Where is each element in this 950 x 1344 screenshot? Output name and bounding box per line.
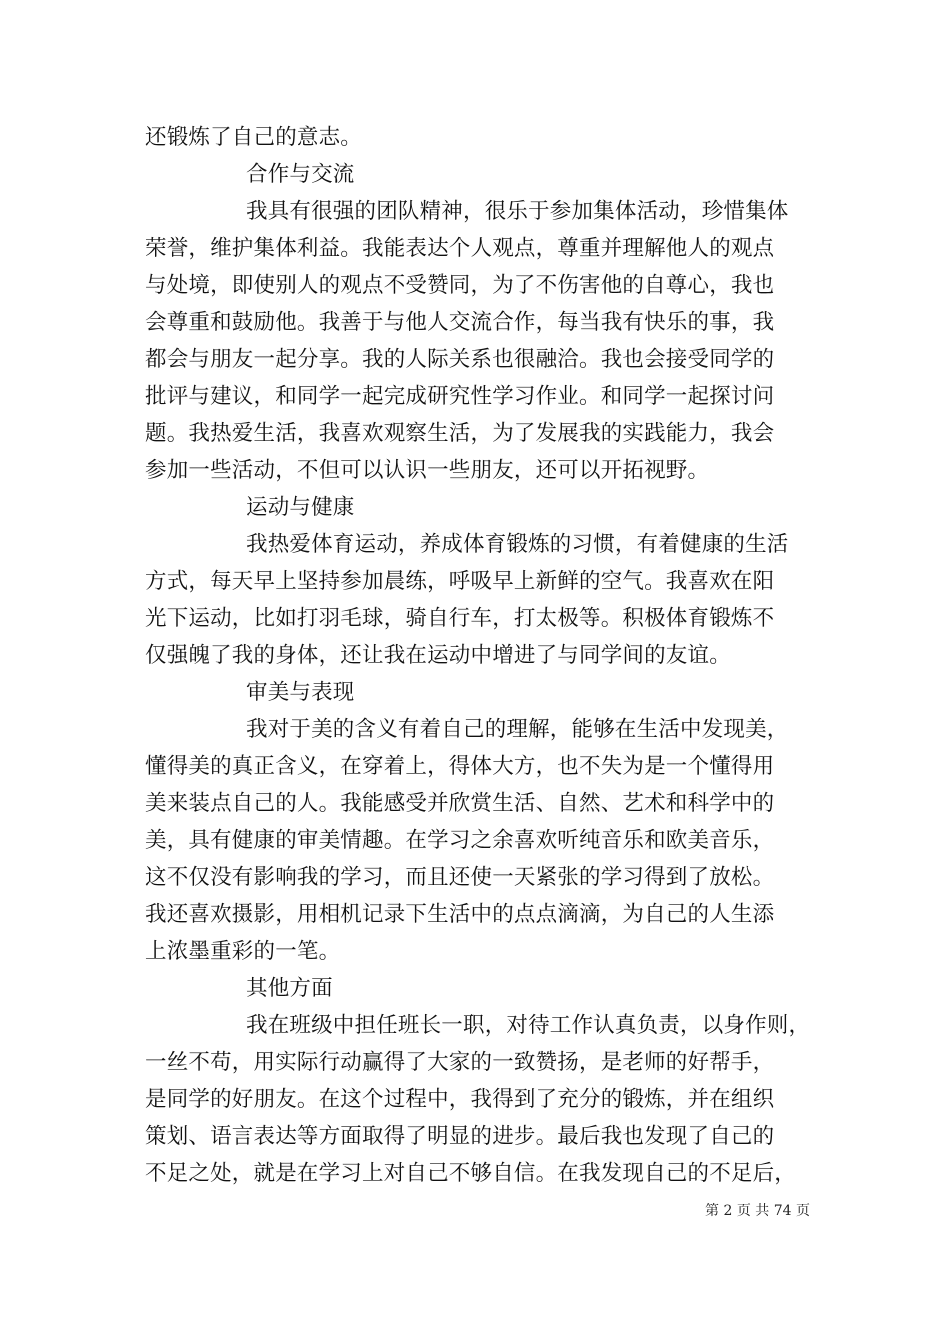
text-line: 光下运动，比如打羽毛球，骑自行车，打太极等。积极体育锻炼不 [145,606,775,631]
section-heading: 运动与健康 [246,495,355,520]
text-line: 懂得美的真正含义，在穿着上，得体大方，也不失为是一个懂得用 [145,754,775,779]
text-line: 上浓墨重彩的一笔。 [145,939,341,964]
text-line: 我在班级中担任班长一职，对待工作认真负责，以身作则， [246,1013,811,1038]
text-line: 美来装点自己的人。我能感受并欣赏生活、自然、艺术和科学中的 [145,791,775,816]
text-line: 参加一些活动，不但可以认识一些朋友，还可以开拓视野。 [145,458,710,483]
text-line: 这不仅没有影响我的学习，而且还使一天紧张的学习得到了放松。 [145,865,775,890]
text-line: 会尊重和鼓励他。我善于与他人交流合作，每当我有快乐的事，我 [145,310,775,335]
text-line: 还锻炼了自己的意志。 [145,125,363,150]
text-line: 都会与朋友一起分享。我的人际关系也很融洽。我也会接受同学的 [145,347,775,372]
text-line: 是同学的好朋友。在这个过程中，我得到了充分的锻炼，并在组织 [145,1087,775,1112]
text-line: 策划、语言表达等方面取得了明显的进步。最后我也发现了自己的 [145,1124,775,1149]
text-line: 题。我热爱生活，我喜欢观察生活，为了发展我的实践能力，我会 [145,421,775,446]
text-line: 荣誉，维护集体利益。我能表达个人观点，尊重并理解他人的观点 [145,236,775,261]
text-line: 我对于美的含义有着自己的理解，能够在生活中发现美， [246,717,789,742]
text-line: 我热爱体育运动，养成体育锻炼的习惯，有着健康的生活 [246,532,789,557]
text-line: 批评与建议，和同学一起完成研究性学习作业。和同学一起探讨问 [145,384,775,409]
text-line: 美，具有健康的审美情趣。在学习之余喜欢听纯音乐和欧美音乐， [145,828,775,853]
section-heading: 审美与表现 [246,680,355,705]
text-line: 仅强魄了我的身体，还让我在运动中增进了与同学间的友谊。 [145,643,731,668]
text-line: 与处境，即使别人的观点不受赞同，为了不伤害他的自尊心，我也 [145,273,775,298]
text-line: 我还喜欢摄影，用相机记录下生活中的点点滴滴，为自己的人生添 [145,902,775,927]
section-heading: 合作与交流 [246,162,355,187]
text-line: 不足之处，就是在学习上对自己不够自信。在我发现自己的不足后， [145,1161,797,1186]
section-heading: 其他方面 [246,976,333,1001]
text-line: 我具有很强的团队精神，很乐于参加集体活动，珍惜集体 [246,199,789,224]
text-line: 一丝不苟，用实际行动赢得了大家的一致赞扬，是老师的好帮手， [145,1050,775,1075]
text-line: 方式，每天早上坚持参加晨练，呼吸早上新鲜的空气。我喜欢在阳 [145,569,775,594]
page-number: 第 2 页 共 74 页 [705,1203,810,1219]
